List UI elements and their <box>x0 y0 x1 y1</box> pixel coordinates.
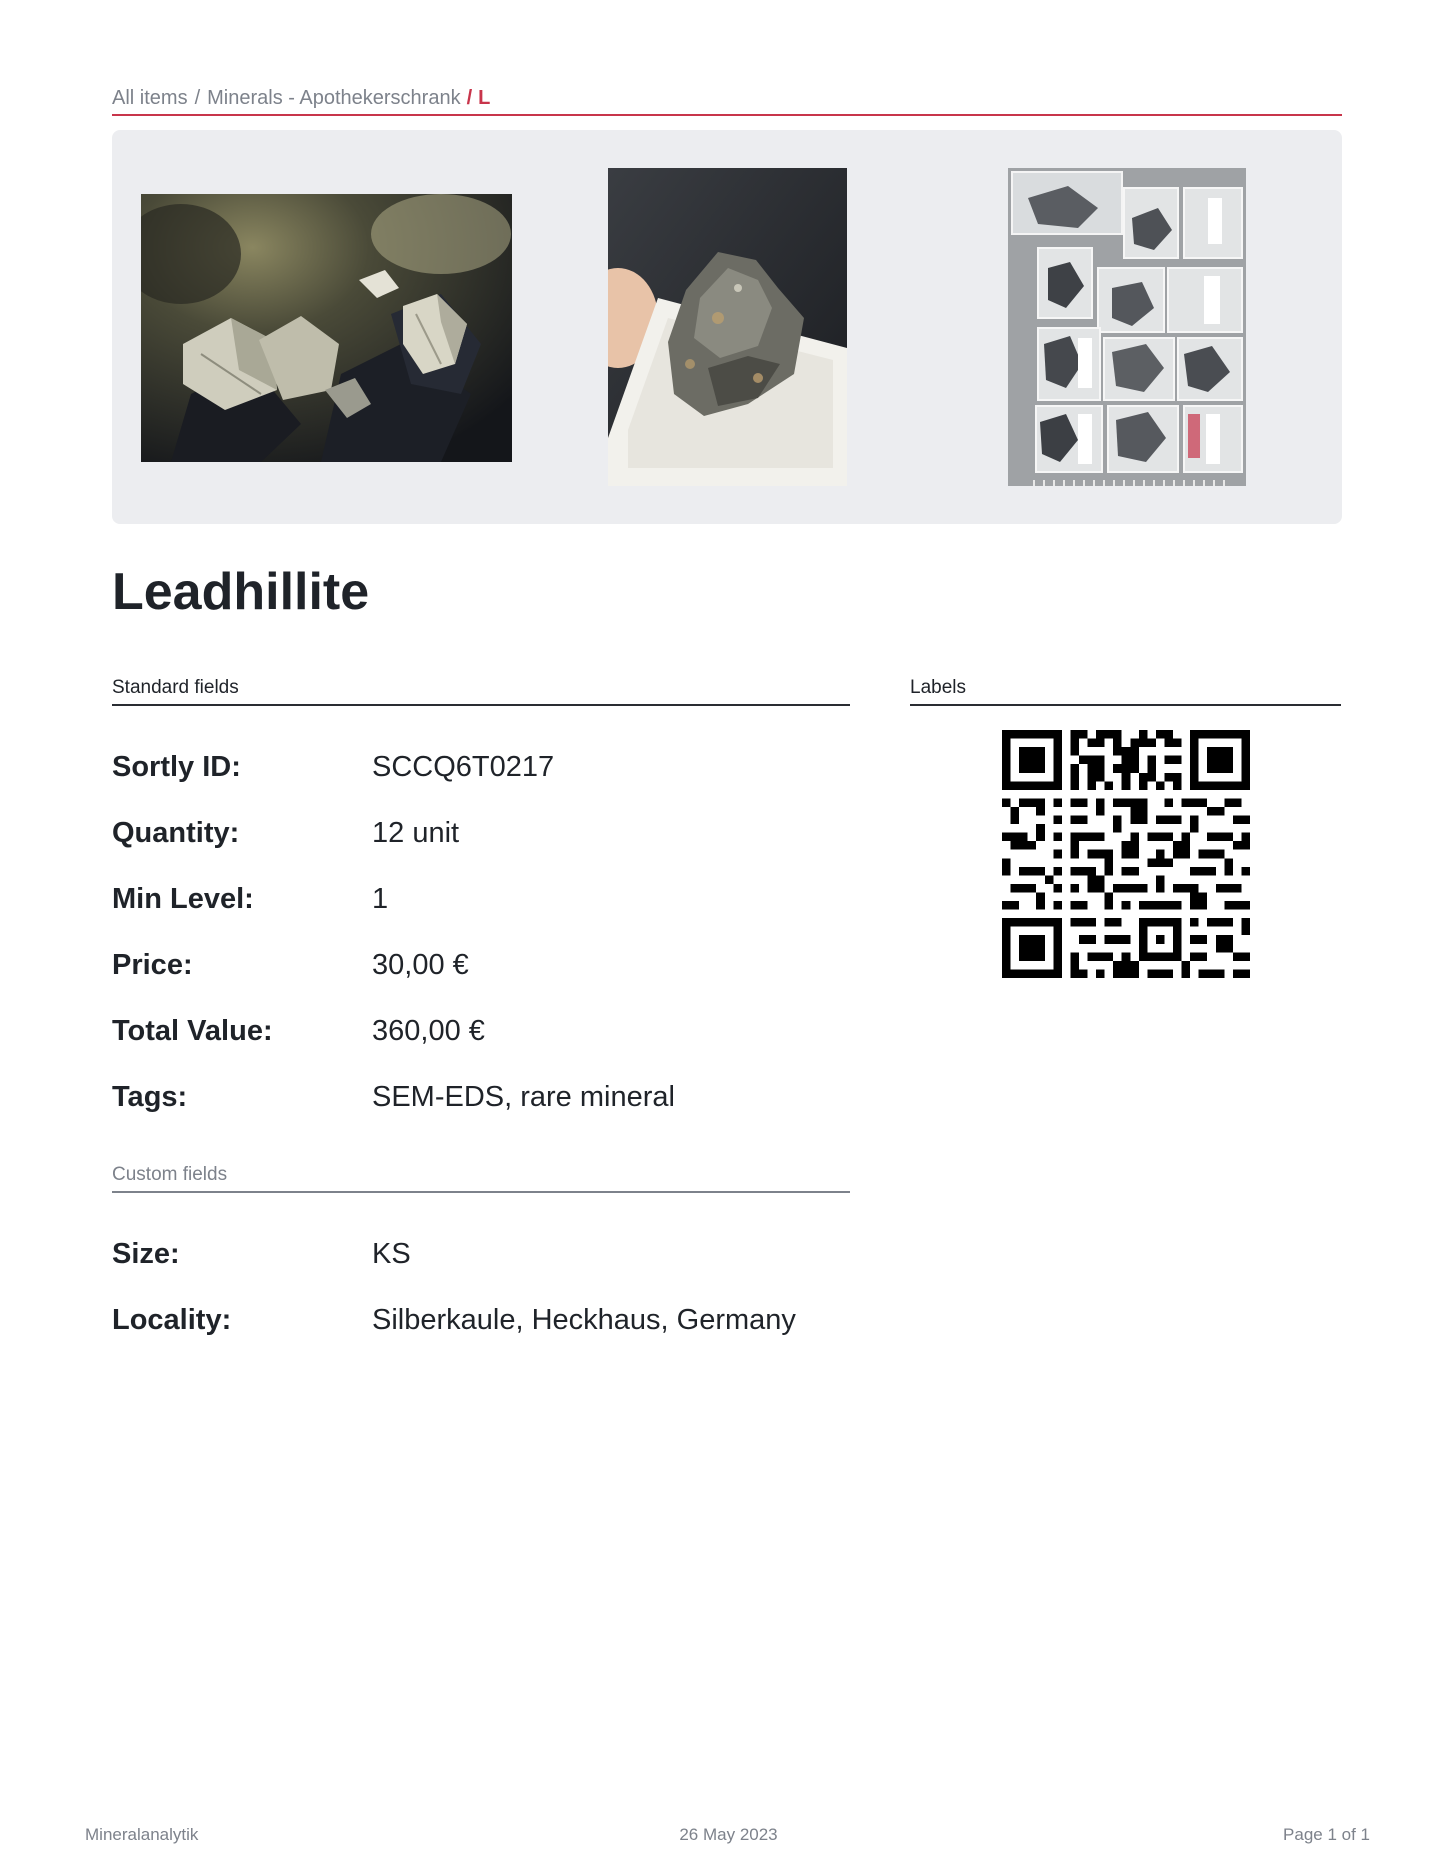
breadcrumb-separator: / <box>194 87 201 109</box>
quantity-value: 12 unit <box>372 817 460 849</box>
custom-fields-heading: Custom fields <box>112 1163 850 1193</box>
tags-value: SEM-EDS, rare mineral <box>372 1081 675 1113</box>
labels-heading: Labels <box>910 676 1341 706</box>
field-label: Price: <box>112 949 193 981</box>
footer-page-number: Page 1 of 1 <box>1283 1825 1370 1844</box>
field-row-sortly-id <box>112 744 850 810</box>
field-label: Size: <box>112 1238 180 1270</box>
custom-fields-list <box>112 1231 850 1363</box>
field-row-locality <box>112 1297 850 1363</box>
field-row-price <box>112 942 850 1008</box>
field-label: Min Level: <box>112 883 254 915</box>
price-value: 30,00 € <box>372 949 469 981</box>
breadcrumb <box>112 84 1342 116</box>
field-row-min-level <box>112 876 850 942</box>
field-row-total-value <box>112 1008 850 1074</box>
mineral-specimen-photo[interactable] <box>608 168 847 486</box>
specimen-drawer-photo[interactable] <box>1008 168 1246 486</box>
field-label: Locality: <box>112 1304 232 1336</box>
item-title: Leadhillite <box>112 563 370 621</box>
photo-gallery <box>112 130 1342 524</box>
breadcrumb-all-items[interactable]: All items <box>112 87 188 109</box>
field-row-size <box>112 1231 850 1297</box>
mineral-crystals-image <box>141 194 512 462</box>
breadcrumb-current-folder[interactable]: L <box>478 87 491 109</box>
field-label: Sortly ID: <box>112 751 241 783</box>
locality-value: Silberkaule, Heckhaus, Germany <box>372 1304 796 1336</box>
field-label: Tags: <box>112 1081 188 1113</box>
qr-code-image <box>1002 730 1250 978</box>
sortly-id-value: SCCQ6T0217 <box>372 751 555 783</box>
specimen-drawer-image <box>1008 168 1246 486</box>
min-level-value: 1 <box>372 883 389 915</box>
breadcrumb-separator: / <box>466 87 473 109</box>
breadcrumb-minerals-folder[interactable]: Minerals - Apothekerschrank <box>207 87 461 109</box>
footer-date: 26 May 2023 <box>679 1825 778 1844</box>
field-label: Total Value: <box>112 1015 273 1047</box>
footer-company: Mineralanalytik <box>85 1825 199 1844</box>
field-row-tags <box>112 1074 850 1140</box>
field-row-quantity <box>112 810 850 876</box>
field-label: Quantity: <box>112 817 240 849</box>
mineral-crystals-photo[interactable] <box>141 194 512 462</box>
qr-code-icon <box>1002 730 1250 978</box>
standard-fields-heading: Standard fields <box>112 676 850 706</box>
size-value: KS <box>372 1238 411 1270</box>
mineral-specimen-image <box>608 168 847 486</box>
standard-fields-list <box>112 744 850 1140</box>
total-value-value: 360,00 € <box>372 1015 485 1047</box>
